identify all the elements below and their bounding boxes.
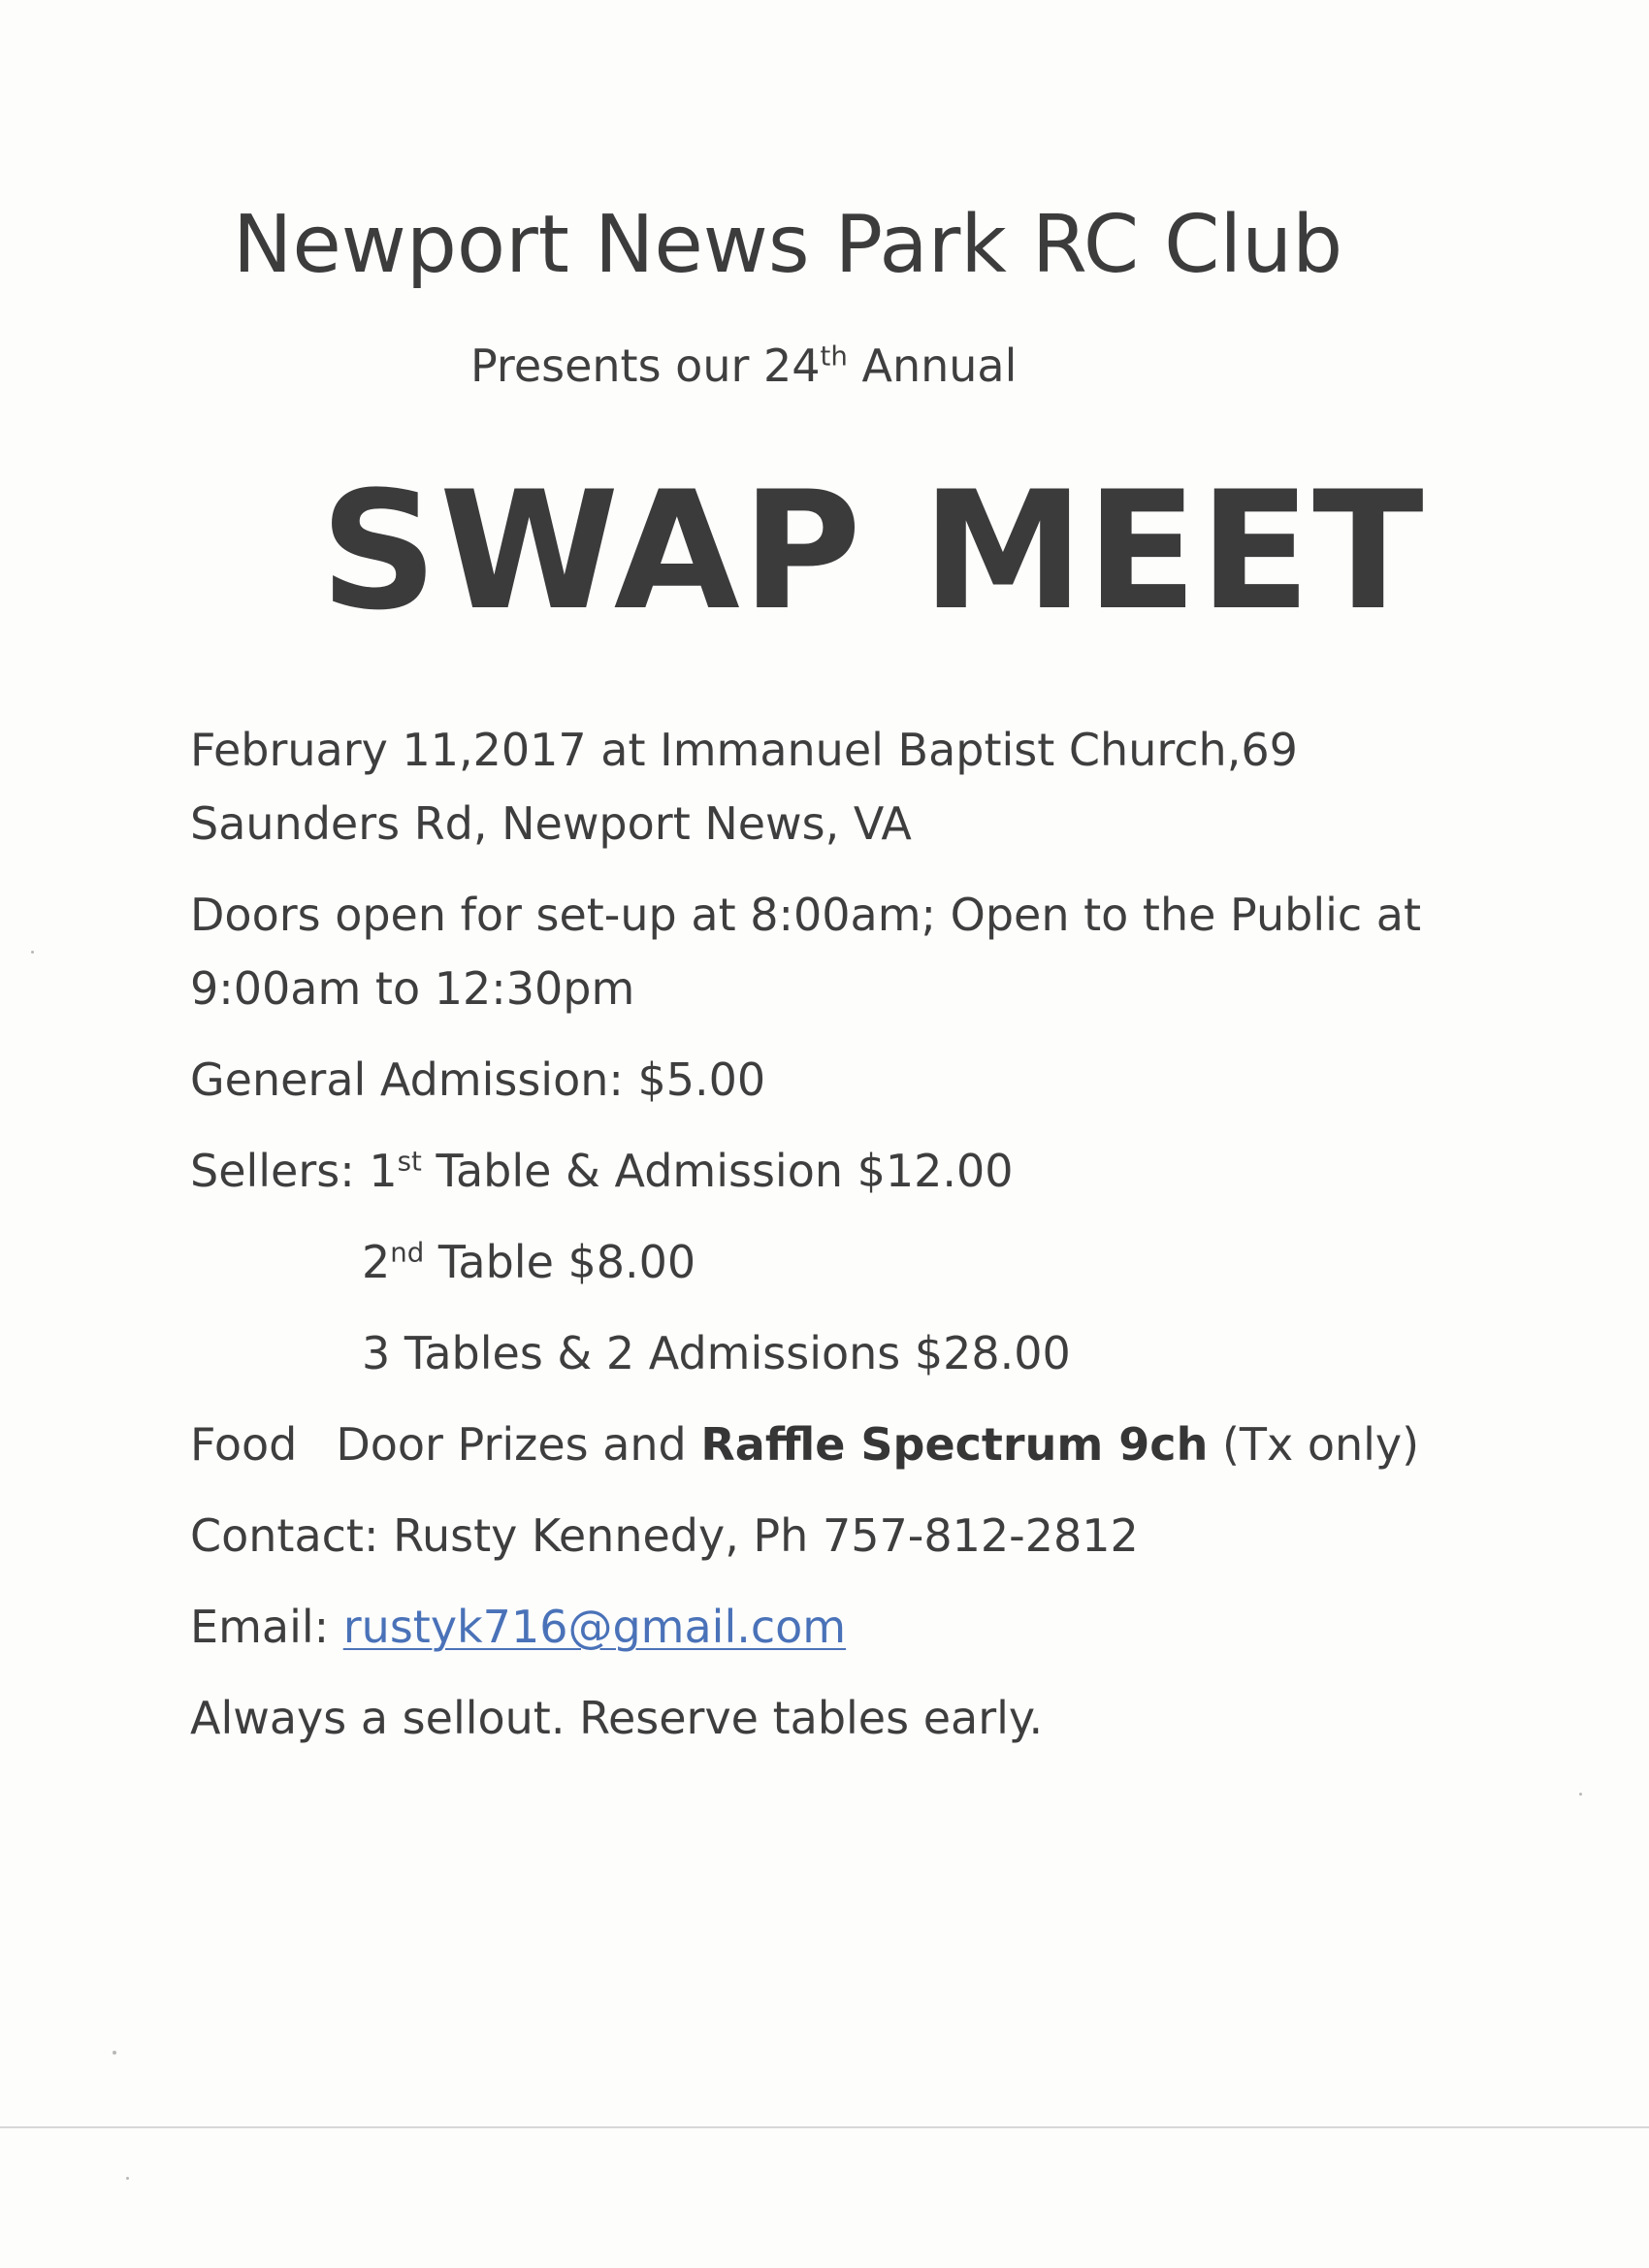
club-name-heading: Newport News Park RC Club	[233, 199, 1343, 291]
contact: Contact: Rusty Kennedy, Ph 757-812-2812	[190, 1509, 1139, 1562]
hours	[190, 878, 1509, 1025]
hours-line2: 9:00am to 12:30pm	[190, 962, 635, 1015]
food-raffle	[190, 1408, 1509, 1481]
sellers-second-table	[190, 1225, 1509, 1299]
scan-speck	[113, 2051, 116, 2055]
raffle-suffix: (Tx only)	[1208, 1418, 1420, 1471]
scan-speck	[31, 951, 34, 954]
second-table-prefix: 2	[362, 1236, 391, 1288]
door-prizes: Door Prizes and	[336, 1418, 701, 1471]
date-location	[190, 713, 1509, 860]
page-bottom-divider	[0, 2126, 1649, 2128]
presents-ordinal-suffix: th	[820, 340, 848, 373]
date-location-line1: February 11,2017 at Immanuel Baptist Church,69	[190, 724, 1298, 776]
sellers-suffix: Table & Admission $12.00	[421, 1145, 1014, 1197]
event-details	[190, 713, 1509, 1772]
presents-suffix: Annual	[847, 340, 1018, 392]
email-label: Email:	[190, 1601, 343, 1653]
food-label: Food	[190, 1418, 298, 1471]
general-admission: General Admission: $5.00	[190, 1053, 766, 1106]
sellers-prefix: Sellers: 1	[190, 1145, 398, 1197]
presents-line	[470, 340, 1017, 392]
sellers-three-tables: 3 Tables & 2 Admissions $28.00	[362, 1327, 1071, 1379]
sellers-ordinal-suffix: st	[397, 1145, 422, 1178]
scan-speck	[126, 2177, 129, 2180]
scan-speck	[1579, 1793, 1582, 1796]
event-title: SWAP MEET	[320, 456, 1426, 646]
hours-line1: Doors open for set-up at 8:00am; Open to the Public at	[190, 889, 1422, 941]
raffle-item: Raffle Spectrum 9ch	[700, 1418, 1209, 1471]
second-table-suffix: Table $8.00	[424, 1236, 696, 1288]
presents-prefix: Presents our 24	[470, 340, 821, 392]
closing-note: Always a sellout. Reserve tables early.	[190, 1692, 1044, 1744]
email-link[interactable]: rustyk716@gmail.com	[342, 1601, 847, 1653]
sellers-first-table	[190, 1134, 1509, 1208]
date-location-line2: Saunders Rd, Newport News, VA	[190, 797, 912, 850]
email-line	[190, 1590, 1509, 1664]
second-table-ordinal-suffix: nd	[390, 1236, 425, 1269]
